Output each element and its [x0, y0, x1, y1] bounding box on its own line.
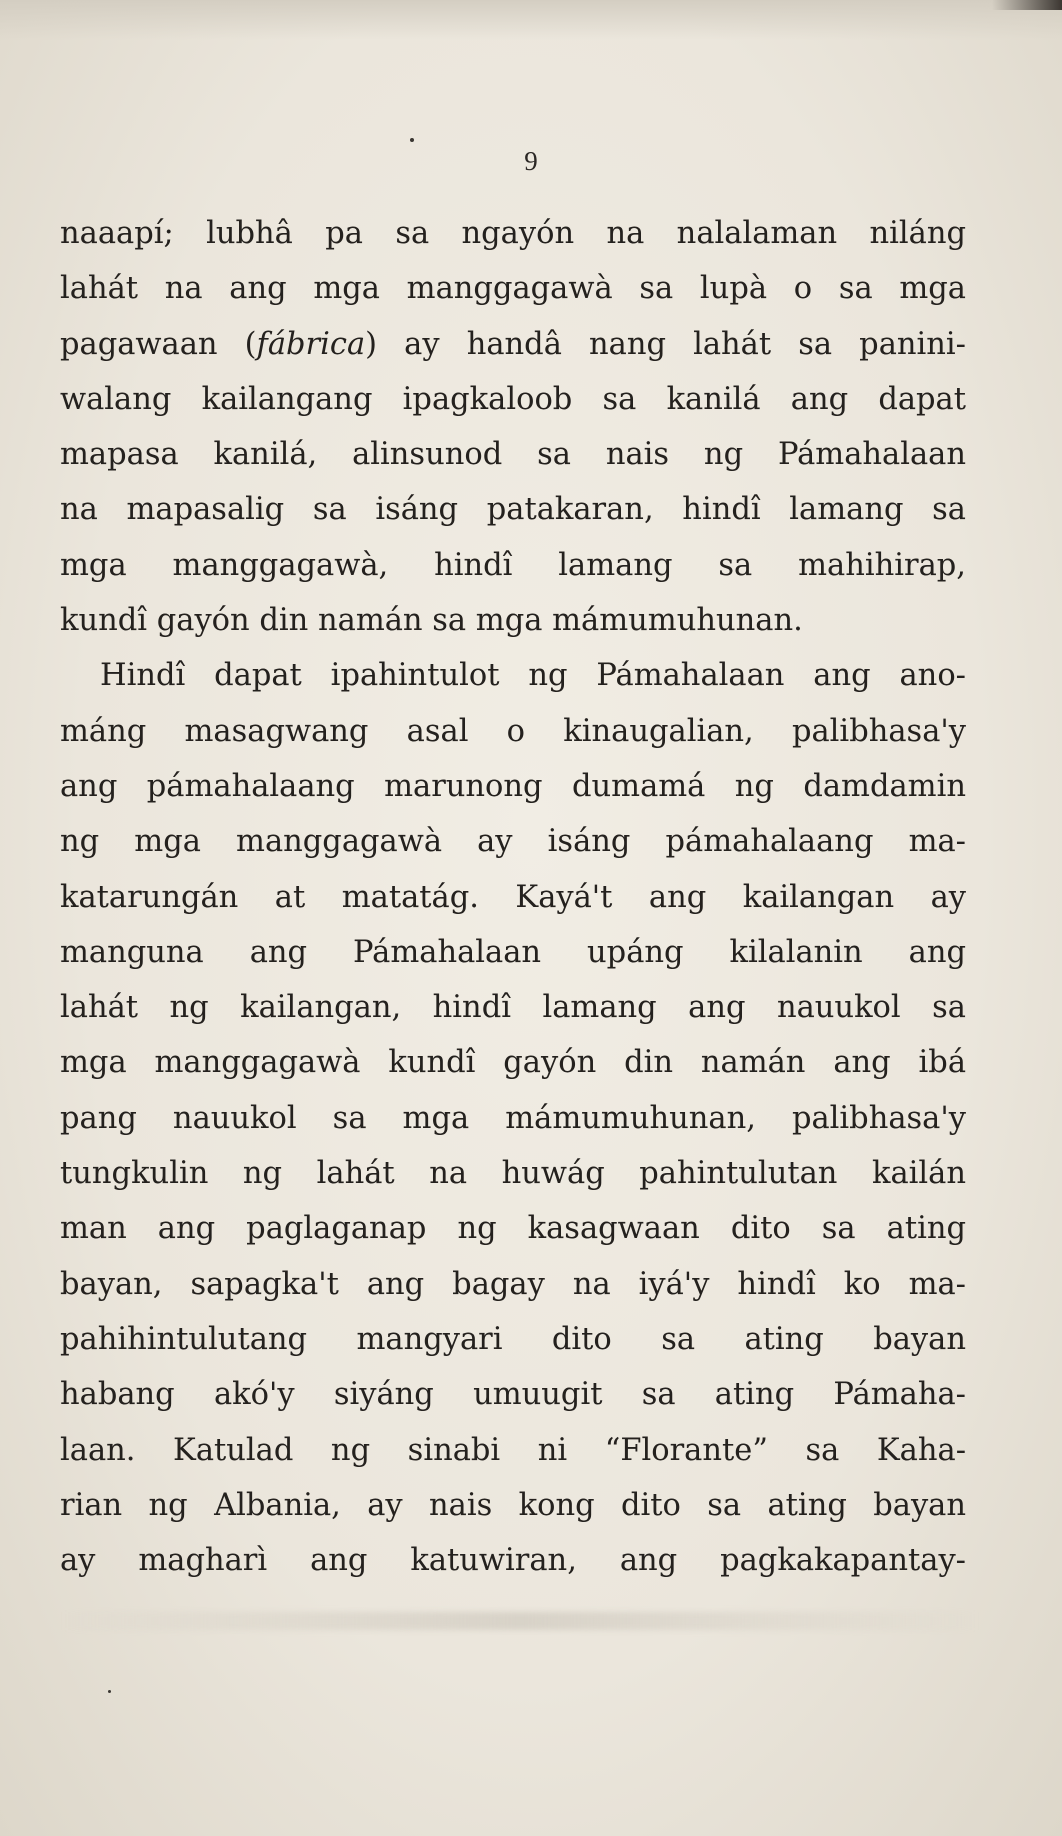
- text-line: ang pámahalaang marunong dumamá ng damdamin: [60, 768, 966, 804]
- text-line: lahát na ang mga manggagawà sa lupà o sa mga: [60, 271, 966, 307]
- text-line: rian ng Albania, ay nais kong dito sa ating bayan: [60, 1487, 966, 1523]
- page-number: 9: [524, 146, 538, 176]
- text-line: ay magharì ang katuwiran, ang pagkakapantay-: [60, 1543, 966, 1579]
- top-edge-shadow: [0, 0, 1062, 40]
- italic-term: fábrica: [256, 326, 366, 362]
- text-line: kundî gayón din namán sa mga mámumuhunan.: [60, 603, 803, 639]
- text-segment: pagawaan (: [60, 326, 257, 362]
- text-line: naaapí; lubhâ pa sa ngayón na nalalaman niláng: [60, 216, 966, 251]
- text-line: pang nauukol sa mga mámumuhunan, palibhasa'y: [60, 1100, 966, 1136]
- text-line: bayan, sapagka't ang bagay na iyá'y hindî ko ma-: [60, 1266, 966, 1302]
- paragraph-start-line: Hindî dapat ipahintulot ng Pámahalaan ang ano-: [100, 658, 966, 694]
- corner-mark: [992, 0, 1062, 10]
- ink-speck: [410, 138, 414, 142]
- text-line: laan. Katulad ng sinabi ni “Florante” sa Kaha-: [60, 1432, 966, 1468]
- text-line: lahát ng kailangan, hindî lamang ang nauukol sa: [60, 990, 966, 1026]
- body-text: [60, 206, 966, 1588]
- text-line: mga manggagawà, hindî lamang sa mahihirap,: [60, 547, 966, 583]
- text-line: manguna ang Pámahalaan upáng kilalanin ang: [60, 934, 966, 970]
- text-line: na mapasalig sa isáng patakaran, hindî lamang sa: [60, 492, 966, 528]
- text-line: pahihintulutang mangyari dito sa ating bayan: [60, 1321, 966, 1357]
- text-line: mapasa kanilá, alinsunod sa nais ng Pámahalaan: [60, 437, 966, 473]
- text-line: máng masagwang asal o kinaugalian, palibhasa'y: [60, 713, 966, 749]
- text-line: mga manggagawà kundî gayón din namán ang ibá: [60, 1045, 966, 1081]
- ink-speck: [108, 1690, 111, 1693]
- text-line: tungkulin ng lahát na huwág pahintulutan kailán: [60, 1156, 966, 1192]
- bleed-through-smudge: [60, 1612, 980, 1630]
- text-line: [60, 317, 966, 372]
- text-line: katarungán at matatág. Kayá't ang kailangan ay: [60, 879, 966, 915]
- text-line: ng mga manggagawà ay isáng pámahalaang ma-: [60, 824, 966, 860]
- text-line: man ang paglaganap ng kasagwaan dito sa ating: [60, 1211, 966, 1247]
- text-line: walang kailangang ipagkaloob sa kanilá ang dapat: [60, 381, 966, 417]
- text-segment: ) ay handâ nang lahát sa panini-: [365, 326, 966, 362]
- text-line: habang akó'y siyáng umuugit sa ating Pámaha-: [60, 1377, 966, 1413]
